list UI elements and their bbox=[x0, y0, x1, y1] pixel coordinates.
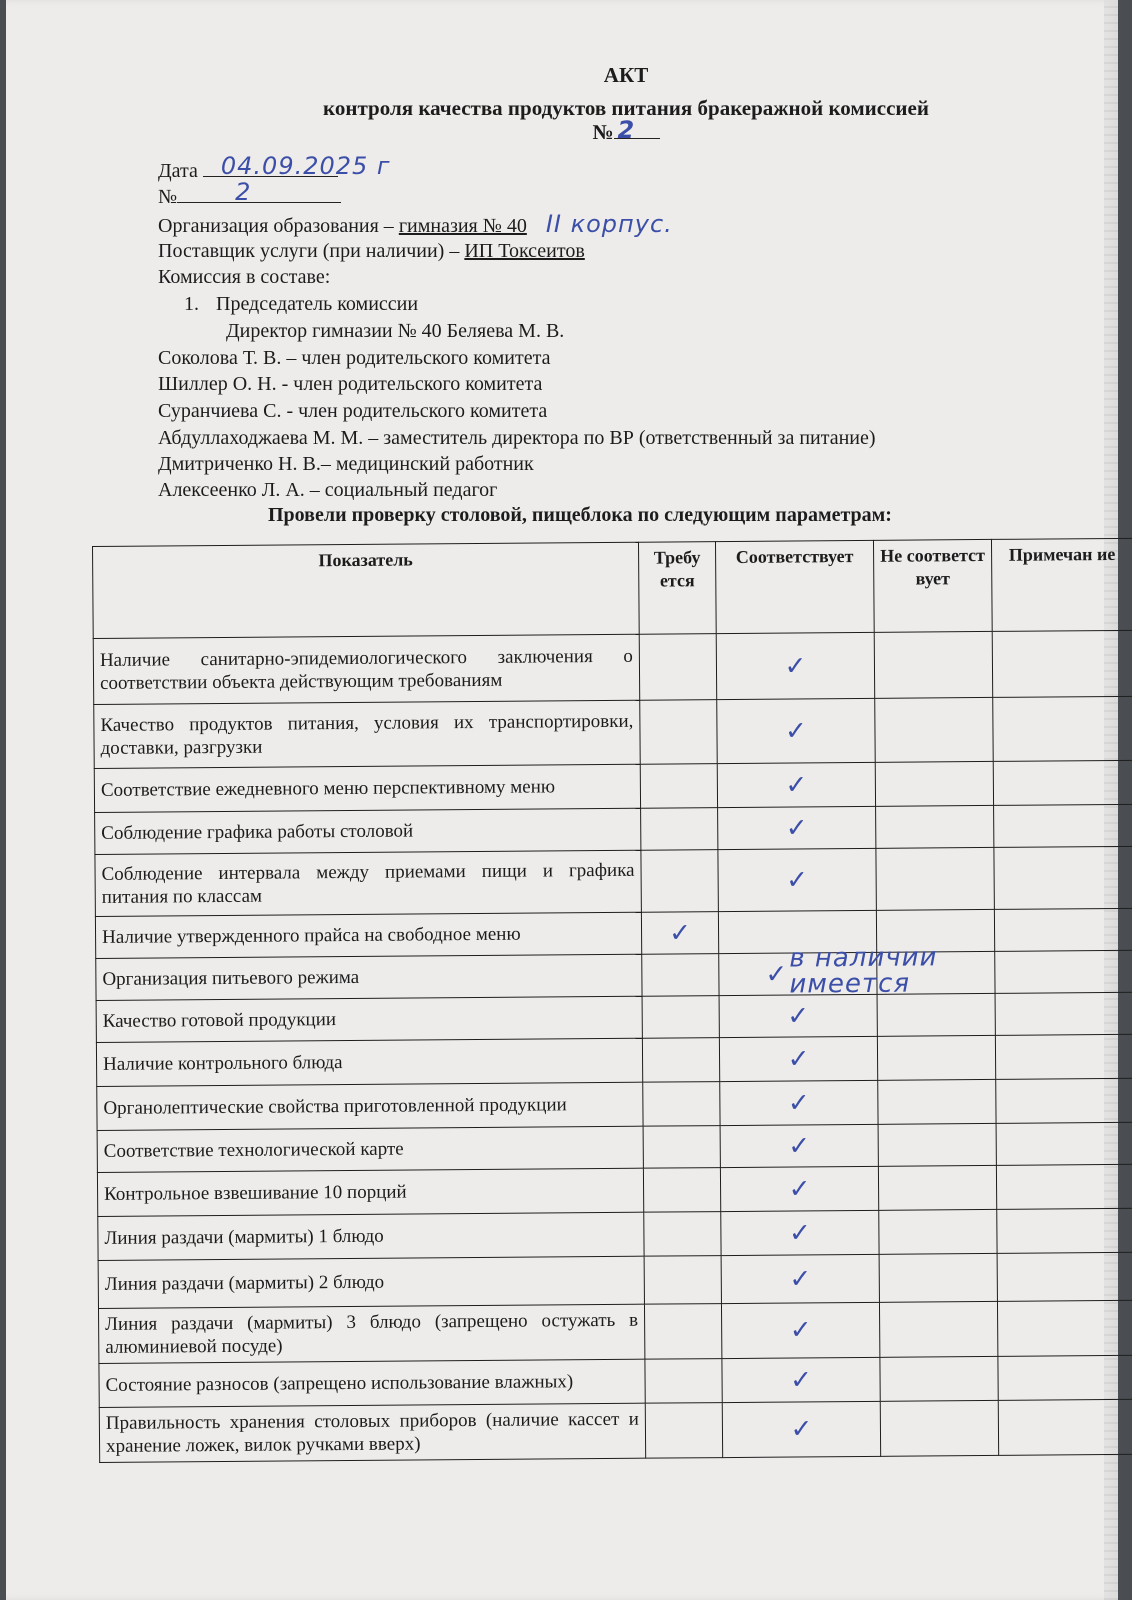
note-cell bbox=[994, 908, 1132, 951]
checkmark-icon: ✓ bbox=[787, 1043, 810, 1075]
required-cell bbox=[640, 764, 717, 809]
org-label: Организация образования – bbox=[158, 215, 399, 237]
indicator-cell: Качество продуктов питания, условия их транспортировки, доставки, разгрузки bbox=[94, 700, 640, 768]
chair-name: Директор гимназии № 40 Беляева М. В. bbox=[226, 320, 565, 342]
header-not-complies: Не соответст вует bbox=[873, 539, 992, 632]
indicator-cell: Органолептические свойства приготовленной продукции bbox=[97, 1082, 643, 1130]
table-row bbox=[93, 630, 1132, 704]
supplier-label: Поставщик услуги (при наличии) – bbox=[158, 240, 465, 262]
note-cell bbox=[998, 1399, 1132, 1455]
complies-cell bbox=[721, 1210, 879, 1255]
required-cell bbox=[642, 996, 719, 1039]
member-3: Суранчиева С. - член родительского комитета bbox=[158, 400, 548, 422]
not-complies-cell bbox=[875, 697, 993, 762]
chair-num: 1. bbox=[184, 293, 199, 315]
check-heading: Провели проверку столовой, пищеблока по следующим параметрам: bbox=[268, 504, 892, 526]
required-cell bbox=[645, 1359, 722, 1404]
note-cell bbox=[997, 1208, 1132, 1253]
chair-line bbox=[184, 291, 418, 318]
org-line bbox=[158, 211, 673, 240]
checkmark-icon: ✓ bbox=[788, 1173, 811, 1205]
not-complies-cell bbox=[876, 805, 994, 848]
not-complies-cell bbox=[879, 1253, 997, 1302]
commission-label: Комиссия в составе: bbox=[158, 266, 331, 288]
checkmark-icon: ✓ bbox=[786, 864, 809, 896]
complies-cell bbox=[717, 762, 875, 807]
not-complies-cell bbox=[878, 1079, 996, 1124]
chair-label: Председатель комиссии bbox=[216, 293, 419, 315]
checkmark-icon: ✓ bbox=[765, 959, 788, 990]
required-cell bbox=[643, 1126, 720, 1169]
header-complies: Соответствует bbox=[715, 540, 874, 633]
required-cell bbox=[643, 1082, 720, 1127]
indicator-cell: Организация питьевого режима bbox=[96, 954, 642, 1000]
not-complies-cell bbox=[880, 1400, 998, 1456]
note-cell bbox=[997, 1300, 1132, 1356]
required-cell bbox=[642, 954, 719, 997]
checkmark-icon: ✓ bbox=[787, 1000, 810, 1032]
required-cell bbox=[639, 634, 717, 701]
date-blank bbox=[203, 152, 391, 180]
supplier-value: ИП Токсеитов bbox=[464, 240, 585, 262]
act-number-hand: 2 bbox=[617, 116, 636, 144]
required-cell bbox=[644, 1212, 721, 1257]
indicator-cell: Состояние разносов (запрещено использование влажных) bbox=[99, 1359, 645, 1407]
not-complies-cell bbox=[880, 1356, 998, 1401]
not-complies-cell bbox=[879, 1301, 997, 1357]
required-cell bbox=[644, 1304, 721, 1360]
checkmark-icon: ✓ bbox=[789, 1263, 812, 1295]
note-cell bbox=[997, 1252, 1132, 1301]
table-row bbox=[95, 846, 1132, 916]
not-complies-cell bbox=[879, 1209, 997, 1254]
act-number-label: № bbox=[592, 120, 614, 144]
table-row bbox=[99, 1399, 1132, 1462]
not-complies-cell bbox=[877, 1035, 995, 1080]
indicator-cell: Соблюдение графика работы столовой bbox=[95, 808, 641, 854]
checkmark-icon: ✓ bbox=[790, 1364, 813, 1396]
checkmark-icon: ✓ bbox=[790, 1414, 813, 1445]
checkmark-icon: ✓ bbox=[784, 715, 807, 747]
indicator-cell: Наличие контрольного блюда bbox=[96, 1038, 642, 1086]
act-subtitle: контроля качества продуктов питания бракеражной комиссией bbox=[323, 96, 929, 120]
member-1: Соколова Т. В. – член родительского комитета bbox=[158, 347, 551, 369]
org-value: гимназия № 40 bbox=[398, 215, 527, 237]
required-cell bbox=[641, 850, 718, 913]
note-cell bbox=[995, 950, 1132, 993]
checkmark-icon: ✓ bbox=[784, 650, 807, 682]
note-cell bbox=[996, 1078, 1132, 1123]
note-cell bbox=[996, 1164, 1132, 1209]
complies-cell bbox=[722, 1401, 880, 1457]
act-number-blank bbox=[614, 116, 660, 144]
complies-cell bbox=[722, 1357, 880, 1402]
org-hand: II корпус. bbox=[545, 210, 673, 238]
indicator-cell: Линия раздачи (мармиты) 1 блюдо bbox=[98, 1212, 644, 1260]
member-5: Дмитриченко Н. В.– медицинский работник bbox=[158, 453, 534, 475]
act-number bbox=[6, 116, 1132, 144]
note-cell bbox=[994, 804, 1132, 847]
complies-cell bbox=[719, 942, 938, 1000]
table-row bbox=[98, 1252, 1132, 1308]
required-cell bbox=[641, 808, 718, 851]
required-cell bbox=[642, 1038, 719, 1083]
note-cell bbox=[994, 846, 1132, 909]
table-body bbox=[93, 630, 1132, 1462]
no-label: № bbox=[158, 186, 178, 208]
table-header-row bbox=[93, 538, 1132, 638]
complies-cell bbox=[718, 806, 876, 849]
complies-cell bbox=[719, 994, 877, 1037]
checkmark-icon: ✓ bbox=[789, 1315, 812, 1346]
note-cell bbox=[993, 760, 1132, 805]
not-complies-cell bbox=[877, 993, 995, 1036]
document-sheet bbox=[6, 0, 1118, 1600]
not-complies-cell bbox=[878, 1165, 996, 1210]
note-cell bbox=[998, 1355, 1132, 1400]
checkmark-icon: ✓ bbox=[788, 1130, 811, 1162]
not-complies-cell bbox=[876, 847, 994, 910]
complies-cell bbox=[720, 1080, 878, 1125]
indicator-cell: Правильность хранения столовых приборов (наличие кассет и хранение ложек, вилок ручками вверх) bbox=[99, 1403, 645, 1462]
header-required: Требу ется bbox=[638, 542, 716, 635]
checkmark-icon: ✓ bbox=[785, 812, 808, 844]
indicator-cell: Линия раздачи (мармиты) 3 блюдо (запрещено остужать в алюминиевой посуде) bbox=[98, 1304, 644, 1363]
date-label: Дата bbox=[158, 160, 198, 182]
member-2: Шиллер О. Н. - член родительского комитета bbox=[158, 373, 543, 395]
handwritten-note: в наличии имеется bbox=[789, 942, 938, 1000]
date-value: 04.09.2025 г bbox=[220, 152, 391, 180]
note-cell bbox=[992, 630, 1132, 697]
complies-cell bbox=[717, 698, 875, 763]
indicator-cell: Соответствие ежедневного меню перспективному меню bbox=[94, 764, 640, 812]
complies-cell bbox=[720, 1166, 878, 1211]
complies-cell bbox=[718, 848, 876, 911]
indicator-cell: Наличие утвержденного прайса на свободное меню bbox=[95, 912, 641, 958]
indicator-cell: Контрольное взвешивание 10 порций bbox=[97, 1168, 643, 1216]
table-row bbox=[98, 1300, 1132, 1363]
inspection-table bbox=[92, 538, 1132, 1463]
member-6: Алексеенко Л. А. – социальный педагог bbox=[158, 479, 498, 501]
complies-cell bbox=[719, 1036, 877, 1081]
not-complies-cell bbox=[877, 951, 995, 994]
supplier-line bbox=[158, 238, 585, 265]
note-cell bbox=[995, 992, 1132, 1035]
complies-cell bbox=[716, 632, 875, 699]
header-indicator: Показатель bbox=[93, 542, 640, 638]
indicator-cell: Соблюдение интервала между приемами пищи и графика питания по классам bbox=[95, 850, 641, 916]
note-cell bbox=[993, 696, 1132, 761]
act-title: АКТ bbox=[603, 63, 649, 87]
no-value: 2 bbox=[235, 178, 252, 206]
indicator-cell: Соответствие технологической карте bbox=[97, 1126, 643, 1172]
checkmark-icon: ✓ bbox=[787, 1087, 810, 1119]
indicator-cell: Наличие санитарно-эпидемиологического заключения о соответствии объекта действующим требованиям bbox=[93, 634, 640, 704]
required-cell bbox=[643, 1168, 720, 1213]
required-cell bbox=[641, 912, 718, 955]
not-complies-cell bbox=[878, 1123, 996, 1166]
note-cell bbox=[996, 1122, 1132, 1165]
checkmark-icon: ✓ bbox=[669, 917, 692, 948]
checkmark-icon: ✓ bbox=[788, 1217, 811, 1249]
table-row bbox=[94, 696, 1132, 768]
indicator-cell: Линия раздачи (мармиты) 2 блюдо bbox=[98, 1256, 644, 1308]
complies-cell bbox=[721, 1302, 879, 1358]
no-blank bbox=[177, 178, 341, 206]
required-cell bbox=[645, 1403, 722, 1459]
not-complies-cell bbox=[874, 631, 993, 698]
indicator-cell: Качество готовой продукции bbox=[96, 996, 642, 1042]
note-cell bbox=[995, 1034, 1132, 1079]
complies-cell bbox=[720, 1124, 878, 1167]
required-cell bbox=[640, 700, 718, 765]
required-cell bbox=[644, 1256, 721, 1305]
complies-cell bbox=[721, 1254, 879, 1303]
header-note: Примечан ие bbox=[991, 538, 1132, 631]
member-4: Абдуллаходжаева М. М. – заместитель директора по ВР (ответственный за питание) bbox=[158, 427, 876, 449]
checkmark-icon: ✓ bbox=[785, 769, 808, 801]
no-line bbox=[158, 178, 341, 211]
not-complies-cell bbox=[875, 761, 993, 806]
